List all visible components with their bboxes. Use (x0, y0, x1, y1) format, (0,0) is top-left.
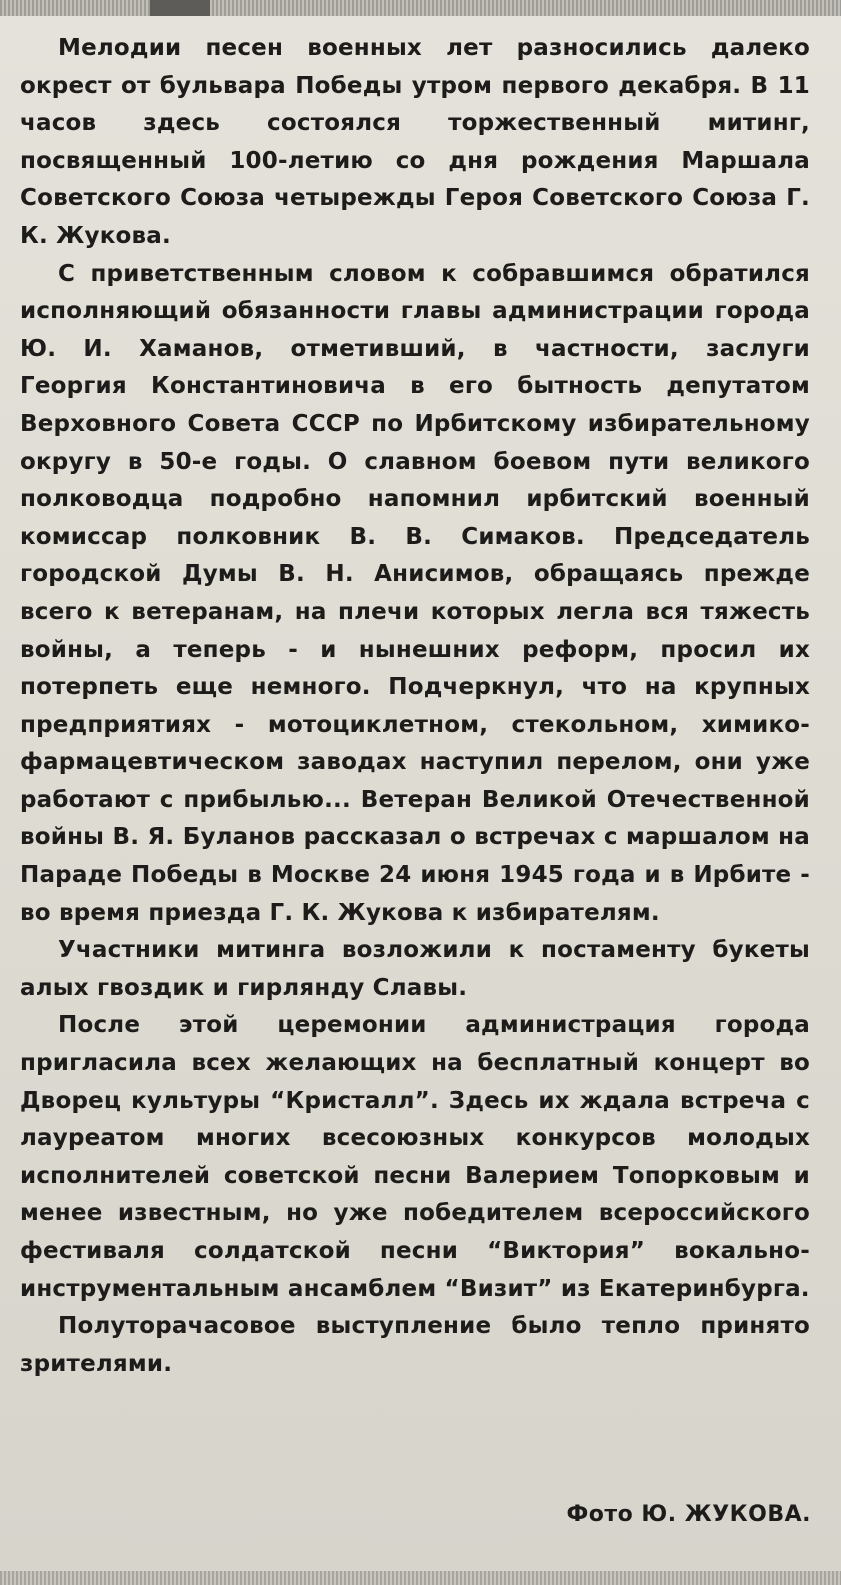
article-body (20, 30, 810, 1383)
bottom-print-border (0, 1571, 841, 1585)
top-print-border (0, 0, 841, 16)
paragraph-1: Мелодии песен военных лет разносились далеко окрест от бульвара Победы утром первого декабря. В 11 часов здесь состоялся торжественный митинг, посвященный 100-летию со дня рождения Маршала Советского Союза четырежды Героя Советского Союза Г. К. Жукова. (20, 35, 810, 249)
paragraph-4: После этой церемонии администрация города пригласила всех желающих на бесплатный концерт во Дворец культуры “Кристалл”. Здесь их ждала встреча с лауреатом многих всесоюзных конкурсов молодых исполнителей советской песни Валерием Топорковым и менее известным, но уже победителем всероссийского фестиваля солдатской песни “Виктория” вокально-инструментальным ансамблем “Визит” из Екатеринбурга. (20, 1012, 810, 1302)
photo-credit: Фото Ю. ЖУКОВА. (566, 1502, 811, 1527)
paragraph-3: Участники митинга возложили к постаменту букеты алых гвоздик и гирлянду Славы. (20, 937, 810, 1001)
paragraph-2: С приветственным словом к собравшимся обратился исполняющий обязанности главы администрации города Ю. И. Хаманов, отметивший, в частности, заслуги Георгия Константиновича в его бытность депутатом Верховного Совета СССР по Ирбитскому избирательному округу в 50-е годы. О славном боевом пути великого полководца подробно напомнил ирбитский военный комиссар полковник В. В. Симаков. Председатель городской Думы В. Н. Анисимов, обращаясь прежде всего к ветеранам, на плечи которых легла вся тяжесть войны, а теперь - и нынешних реформ, просил их потерпеть еще немного. Подчеркнул, что на крупных предприятиях - мотоциклетном, стекольном, химико-фармацевтическом заводах наступил перелом, они уже работают с прибылью... Ветеран Великой Отечественной войны В. Я. Буланов рассказал о встречах с маршалом на Параде Победы в Москве 24 июня 1945 года и в Ирбите - во время приезда Г. К. Жукова к избирателям. (20, 260, 810, 926)
paragraph-5: Полуторачасовое выступление было тепло принято зрителями. (20, 1313, 810, 1377)
